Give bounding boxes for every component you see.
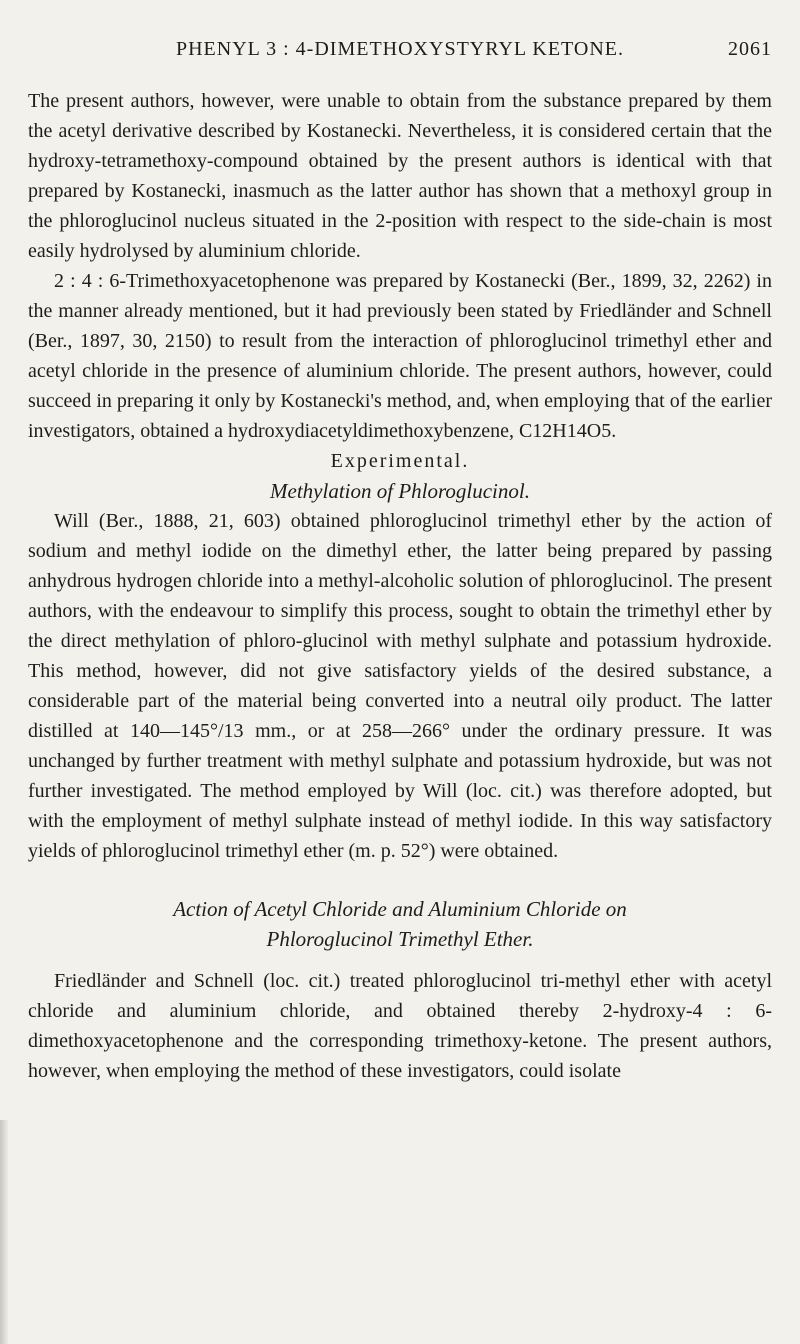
paragraph-trimethoxyacetophenone: 2 : 4 : 6-Trimethoxyacetophenone was prepared by Kostanecki (Ber., 1899, 32, 2262) in the manner already mentioned, but it had previously been stated by Friedländer and Schnell (Ber., 1897, 30, 2150) to result from the interaction of phloroglucinol trimethyl ether and acetyl chloride in the presence of aluminium chloride. The present authors, however, could succeed in preparing it only by Kostanecki's method, and, when employing that of the earlier investigators, obtained a hydroxydiacetyldimethoxybenzene, C12H14O5. [28, 270, 772, 442]
page-number: 2061 [728, 38, 772, 60]
paragraph-friedlander: Friedländer and Schnell (loc. cit.) treated phloroglucinol tri-methyl ether with acetyl chloride and aluminium chloride, and obtained thereby 2-hydroxy-4 : 6-dimethoxyacetophenone and the corresponding trimethoxy-ketone. The present authors, however, when employing the method of these investigators, could isolate [28, 970, 772, 1082]
article-body [28, 86, 772, 1086]
section-heading-experimental: Experimental. [330, 450, 470, 472]
running-head [28, 38, 772, 68]
running-title: PHENYL 3 : 4-DIMETHOXYSTYRYL KETONE. [175, 38, 624, 60]
subheading-methylation: Methylation of Phloroglucinol. [270, 479, 530, 503]
subheading-action-line-2: Phloroglucinol Trimethyl Ether. [266, 927, 534, 951]
paragraph-methylation: Will (Ber., 1888, 21, 603) obtained phloroglucinol trimethyl ether by the action of sodium and methyl iodide on the dimethyl ether, the latter being prepared by passing anhydrous hydrogen chloride into a methyl-alcoholic solution of phloroglucinol. The present authors, with the endeavour to simplify this process, sought to obtain the trimethyl ether by the direct methylation of phloro-glucinol with methyl sulphate and potassium hydroxide. This method, however, did not give satisfactory yields of the desired substance, a considerable part of the material being converted into a neutral oily product. The latter distilled at 140—145°/13 mm., or at 258—266° under the ordinary pressure. It was unchanged by further treatment with methyl sulphate and potassium hydroxide, but was not further investigated. The method employed by Will (loc. cit.) was therefore adopted, but with the employment of methyl sulphate instead of methyl iodide. In this way satisfactory yields of phloroglucinol trimethyl ether (m. p. 52°) were obtained. [28, 510, 772, 862]
paragraph-hydrolysis: The present authors, however, were unable to obtain from the substance prepared by them the acetyl derivative described by Kostanecki. Nevertheless, it is considered certain that the hydroxy-tetramethoxy-compound obtained by the present authors is identical with that prepared by Kostanecki, inasmuch as the latter author has shown that a methoxyl group in the phloroglucinol nucleus situated in the 2-position with respect to the side-chain is most easily hydrolysed by aluminium chloride. [28, 90, 772, 262]
subheading-action-line-1: Action of Acetyl Chloride and Aluminium Chloride on [173, 897, 627, 921]
binding-edge-shadow [0, 1120, 8, 1344]
